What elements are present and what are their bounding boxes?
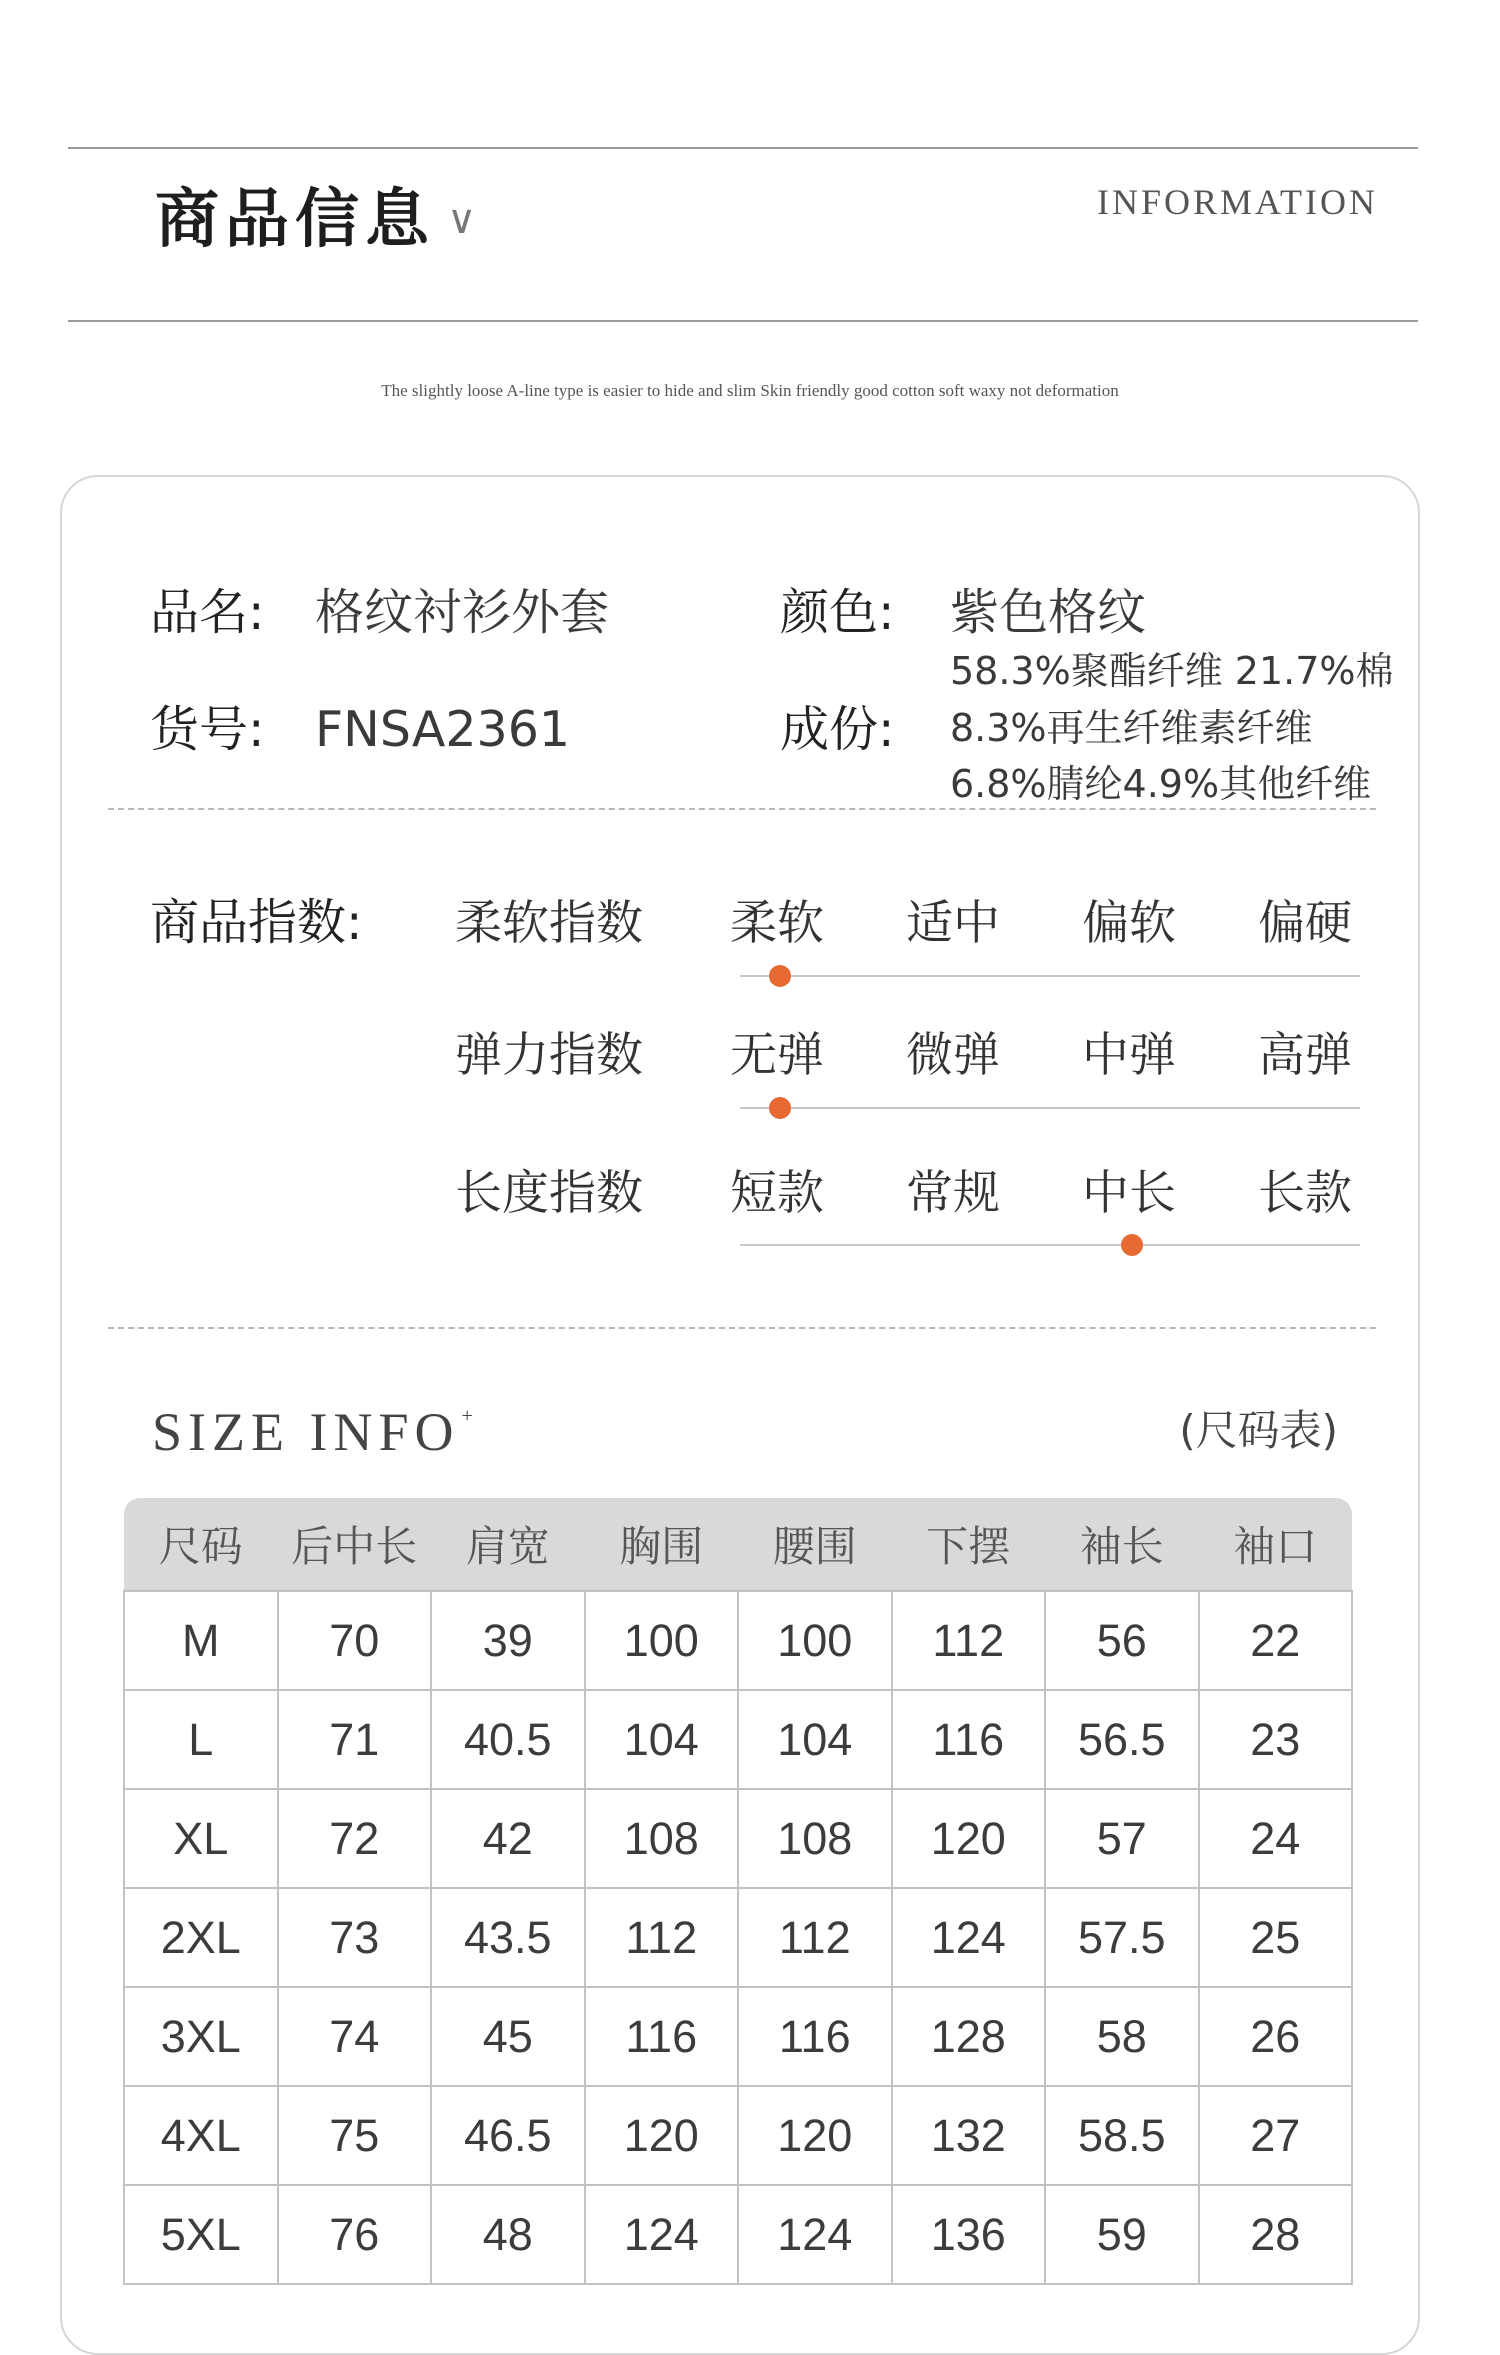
table-cell: 116 [738,1987,892,2086]
table-cell: 26 [1199,1987,1353,2086]
index-option: 中长 [1082,1166,1176,1221]
column-header: 袖口 [1199,1498,1353,1591]
sku-label: 货号: [150,701,265,758]
product-name-label: 品名: [150,584,265,641]
composition-line: 6.8%腈纶4.9%其他纤维 [950,762,1372,806]
divider [108,1327,1376,1329]
table-row [124,1987,1352,2086]
table-cell: 73 [278,1888,432,1987]
section-title [155,182,477,257]
table-cell: 5XL [124,2185,278,2284]
table-cell: M [124,1591,278,1690]
table-cell: 120 [585,2086,739,2185]
table-cell: 39 [431,1591,585,1690]
index-option: 偏软 [1082,896,1176,951]
table-cell: 112 [892,1591,1046,1690]
table-cell: 124 [738,2185,892,2284]
index-option: 高弹 [1258,1028,1352,1083]
table-cell: 100 [738,1591,892,1690]
table-cell: 45 [431,1987,585,2086]
table-cell: 23 [1199,1690,1353,1789]
index-option: 短款 [730,1166,824,1221]
length-index-track [740,1244,1360,1246]
column-header: 袖长 [1045,1498,1199,1591]
table-cell: 116 [892,1690,1046,1789]
index-option: 无弹 [730,1028,824,1083]
table-cell: 25 [1199,1888,1353,1987]
column-header: 后中长 [278,1498,432,1591]
product-index-label: 商品指数: [150,894,363,951]
table-cell: 56.5 [1045,1690,1199,1789]
table-cell: 40.5 [431,1690,585,1789]
table-cell: 132 [892,2086,1046,2185]
size-table [123,1498,1353,2285]
elasticity-index-track [740,1107,1360,1109]
table-cell: 27 [1199,2086,1353,2185]
table-cell: 48 [431,2185,585,2284]
softness-index-marker [769,965,791,987]
section-title-text: 商品信息 [155,182,435,257]
column-header: 下摆 [892,1498,1046,1591]
elasticity-index-marker [769,1097,791,1119]
table-cell: 72 [278,1789,432,1888]
table-cell: 28 [1199,2185,1353,2284]
plus-icon: + [461,1405,473,1427]
color-label: 颜色: [780,584,895,641]
section-subtitle: The slightly loose A-line type is easier to hide and slim Skin friendly good cotton soft waxy not deformation [381,381,1119,400]
table-cell: 22 [1199,1591,1353,1690]
table-cell: 57.5 [1045,1888,1199,1987]
index-option: 中弹 [1082,1028,1176,1083]
header-top-rule [68,147,1418,149]
table-cell: 42 [431,1789,585,1888]
length-index-marker [1121,1234,1143,1256]
table-cell: 128 [892,1987,1046,2086]
size-info-title-text: SIZE INFO [152,1402,460,1462]
table-cell: 58.5 [1045,2086,1199,2185]
table-cell: 120 [738,2086,892,2185]
table-cell: 76 [278,2185,432,2284]
product-name-value: 格纹衬衫外套 [315,584,610,641]
divider [108,808,1376,810]
table-cell: 3XL [124,1987,278,2086]
table-cell: 100 [585,1591,739,1690]
section-title-english: INFORMATION [1096,182,1378,222]
table-cell: 112 [585,1888,739,1987]
table-cell: 120 [892,1789,1046,1888]
table-row [124,1789,1352,1888]
composition-label: 成份: [780,701,895,758]
table-cell: 57 [1045,1789,1199,1888]
table-cell: 104 [738,1690,892,1789]
table-header-row [124,1498,1352,1591]
composition-line: 8.3%再生纤维素纤维 [950,706,1313,750]
elasticity-index-name: 弹力指数 [455,1028,643,1083]
table-cell: L [124,1690,278,1789]
index-option: 适中 [906,896,1000,951]
index-option: 微弹 [906,1028,1000,1083]
table-cell: 70 [278,1591,432,1690]
chevron-down-icon: ∨ [447,197,477,243]
table-cell: 56 [1045,1591,1199,1690]
table-cell: 59 [1045,2185,1199,2284]
table-row [124,2185,1352,2284]
table-cell: 24 [1199,1789,1353,1888]
size-chart-note: (尺码表) [1179,1406,1338,1455]
softness-index-name: 柔软指数 [455,896,643,951]
table-cell: 75 [278,2086,432,2185]
table-cell: 124 [585,2185,739,2284]
index-option: 常规 [906,1166,1000,1221]
table-cell: 74 [278,1987,432,2086]
table-cell: 2XL [124,1888,278,1987]
table-cell: 46.5 [431,2086,585,2185]
table-cell: 4XL [124,2086,278,2185]
color-value: 紫色格纹 [950,584,1147,641]
index-option: 柔软 [730,896,824,951]
length-index-name: 长度指数 [455,1166,643,1221]
size-info-title [152,1402,473,1462]
table-row [124,1888,1352,1987]
column-header: 腰围 [738,1498,892,1591]
table-cell: 116 [585,1987,739,2086]
table-cell: 104 [585,1690,739,1789]
index-option: 长款 [1258,1166,1352,1221]
table-cell: 136 [892,2185,1046,2284]
table-cell: 43.5 [431,1888,585,1987]
table-cell: 108 [585,1789,739,1888]
table-row [124,1591,1352,1690]
table-row [124,1690,1352,1789]
column-header: 肩宽 [431,1498,585,1591]
table-cell: 71 [278,1690,432,1789]
table-cell: 124 [892,1888,1046,1987]
header-bottom-rule [68,320,1418,322]
table-cell: XL [124,1789,278,1888]
table-cell: 112 [738,1888,892,1987]
table-cell: 108 [738,1789,892,1888]
softness-index-track [740,975,1360,977]
composition-line: 58.3%聚酯纤维 21.7%棉 [950,649,1394,693]
sku-value: FNSA2361 [315,701,571,758]
index-option: 偏硬 [1258,896,1352,951]
table-cell: 58 [1045,1987,1199,2086]
column-header: 尺码 [124,1498,278,1591]
table-row [124,2086,1352,2185]
column-header: 胸围 [585,1498,739,1591]
